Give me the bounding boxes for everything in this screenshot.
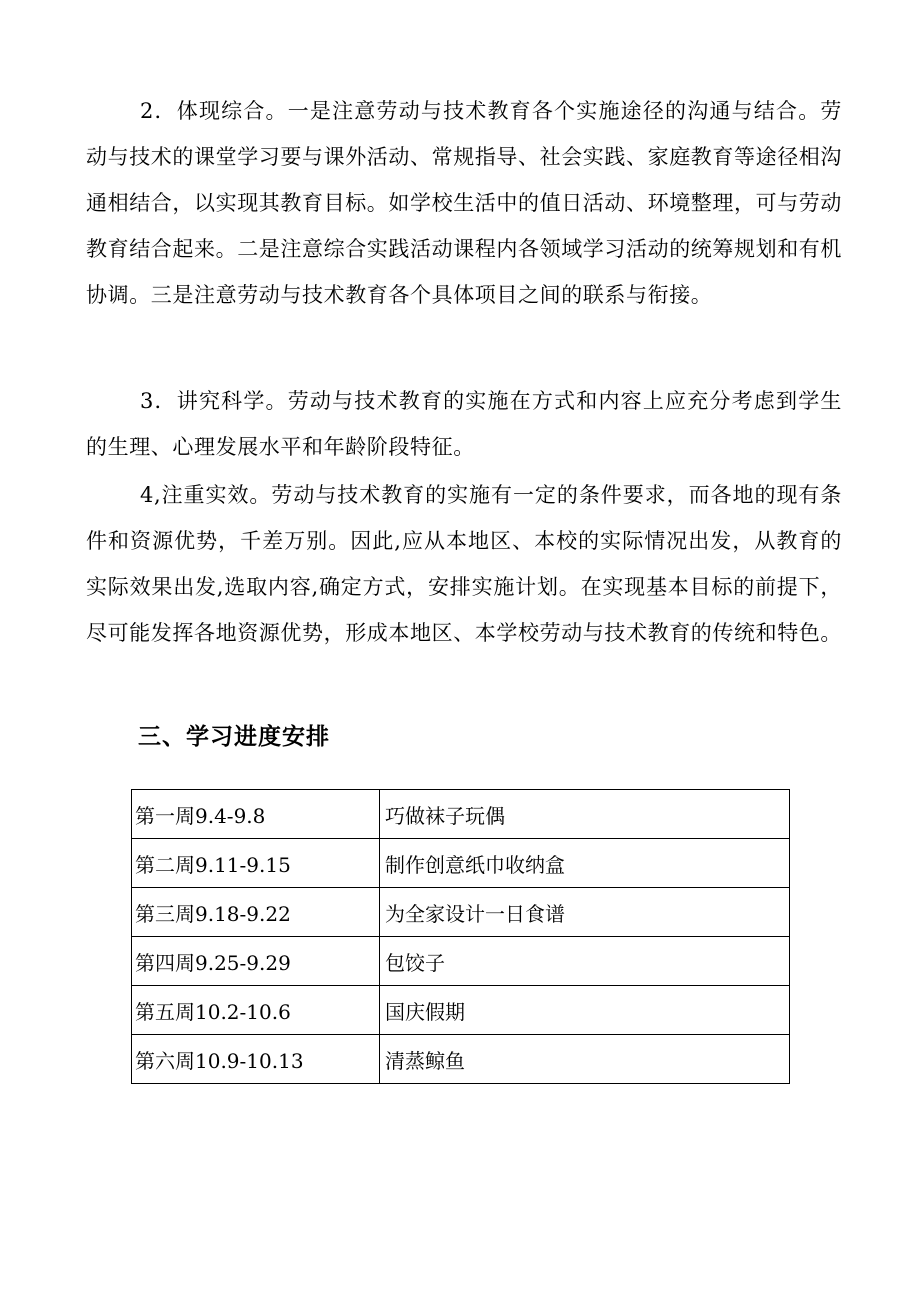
week-cell: 第三周9.18-9.22	[132, 888, 380, 937]
week-cell: 第五周10.2-10.6	[132, 986, 380, 1035]
schedule-table	[131, 789, 790, 1084]
table-row	[132, 888, 790, 937]
week-cell: 第一周9.4-9.8	[132, 790, 380, 839]
paragraph-emphasize-science	[86, 378, 842, 470]
section-heading: 三、学习进度安排	[138, 724, 330, 750]
table-row	[132, 1035, 790, 1084]
week-cell: 第二周9.11-9.15	[132, 839, 380, 888]
week-cell: 第六周10.9-10.13	[132, 1035, 380, 1084]
table-row	[132, 839, 790, 888]
paragraph-text: 4,注重实效。劳动与技术教育的实施有一定的条件要求，而各地的现有条件和资源优势，千差万别。因此,应从本地区、本校的实际情况出发，从教育的实际效果出发,选取内容,确定方式，安排实施计划。在实现基本目标的前提下，尽可能发挥各地资源优势，形成本地区、本学校劳动与技术教育的传统和特色。	[86, 483, 842, 645]
paragraph-text: 3．讲究科学。劳动与技术教育的实施在方式和内容上应充分考虑到学生的生理、心理发展水平和年龄阶段特征。	[86, 389, 842, 459]
week-cell: 第四周9.25-9.29	[132, 937, 380, 986]
activity-cell: 国庆假期	[380, 986, 790, 1035]
paragraph-embody-integration	[86, 88, 842, 318]
paragraph-focus-effectiveness	[86, 472, 842, 656]
table-row	[132, 937, 790, 986]
activity-cell: 巧做袜子玩偶	[380, 790, 790, 839]
table-row	[132, 790, 790, 839]
activity-cell: 包饺子	[380, 937, 790, 986]
table-row	[132, 986, 790, 1035]
paragraph-text: 2．体现综合。一是注意劳动与技术教育各个实施途径的沟通与结合。劳动与技术的课堂学习要与课外活动、常规指导、社会实践、家庭教育等途径相沟通相结合，以实现其教育目标。如学校生活中的值日活动、环境整理，可与劳动教育结合起来。二是注意综合实践活动课程内各领域学习活动的统筹规划和有机协调。三是注意劳动与技术教育各个具体项目之间的联系与衔接。	[86, 99, 842, 307]
activity-cell: 为全家设计一日食谱	[380, 888, 790, 937]
activity-cell: 清蒸鲸鱼	[380, 1035, 790, 1084]
activity-cell: 制作创意纸巾收纳盒	[380, 839, 790, 888]
